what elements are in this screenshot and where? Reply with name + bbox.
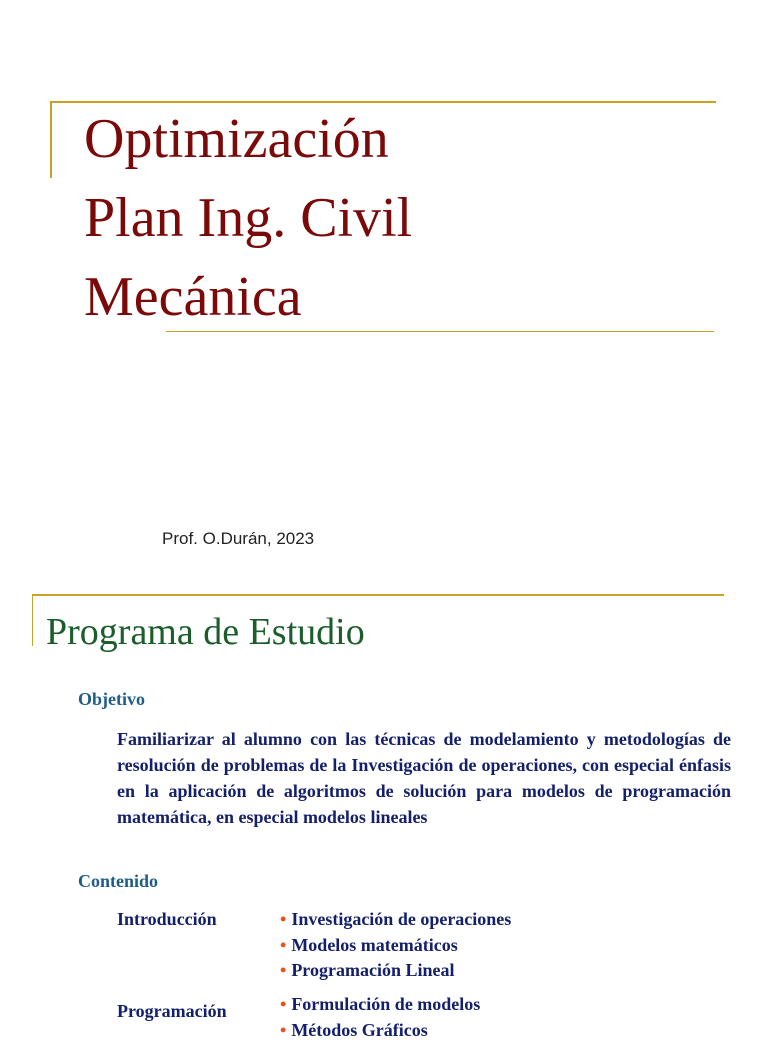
topic-programacion-list <box>280 992 480 1043</box>
bullet-dot-icon: • <box>280 994 286 1014</box>
bullet-dot-icon: • <box>280 935 286 955</box>
title-line-2: Plan Ing. Civil <box>84 179 412 258</box>
topic-introduccion: Introducción <box>117 909 217 930</box>
presentation-title <box>84 100 412 337</box>
list-item <box>280 992 480 1018</box>
list-item-label: Formulación de modelos <box>291 994 480 1014</box>
list-item <box>280 933 511 959</box>
list-item <box>280 1018 480 1043</box>
title-line-1: Optimización <box>84 100 412 179</box>
title-vertical-rule <box>50 101 52 178</box>
content-heading: Contenido <box>78 871 158 892</box>
list-item <box>280 958 511 984</box>
title-bottom-rule <box>166 331 714 332</box>
list-item-label: Programación Lineal <box>291 960 454 980</box>
bullet-dot-icon: • <box>280 1020 286 1040</box>
list-item-label: Métodos Gráficos <box>291 1020 427 1040</box>
topic-introduccion-list <box>280 907 511 984</box>
bullet-dot-icon: • <box>280 960 286 980</box>
list-item-label: Investigación de operaciones <box>291 909 511 929</box>
slide2-vertical-rule <box>32 594 33 646</box>
objective-text: Familiarizar al alumno con las técnicas de modelamiento y metodologías de resolución de problemas de la Investigación de operaciones, con especial énfasis en la aplicación de algoritmos de solución para modelos de programación matemática, en especial modelos lineales <box>117 726 731 830</box>
list-item-label: Modelos matemáticos <box>291 935 457 955</box>
program-slide <box>0 576 768 1024</box>
topic-programacion: Programación <box>117 1001 227 1022</box>
slide2-title: Programa de Estudio <box>46 610 365 654</box>
bullet-dot-icon: • <box>280 909 286 929</box>
title-line-3: Mecánica <box>84 258 412 337</box>
slide2-top-rule <box>32 594 724 596</box>
list-item <box>280 907 511 933</box>
author-line: Prof. O.Durán, 2023 <box>162 529 314 549</box>
objective-heading: Objetivo <box>78 689 145 710</box>
